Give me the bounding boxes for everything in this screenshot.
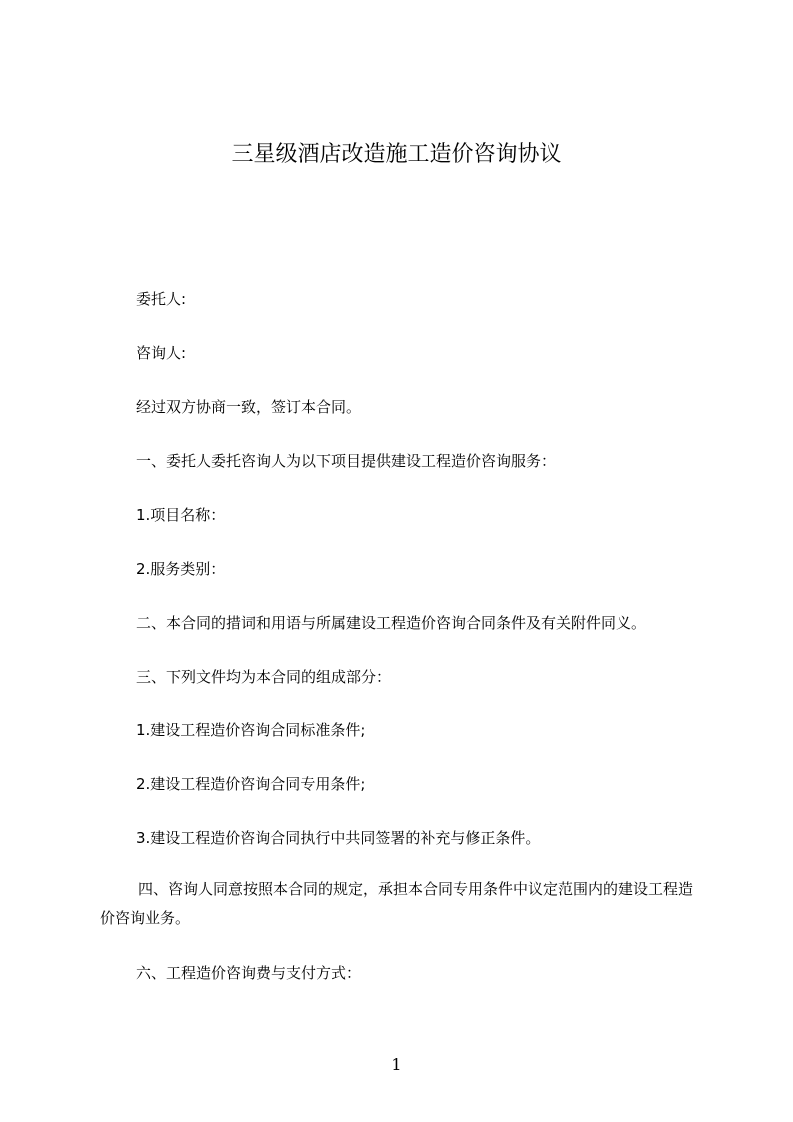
clause-6-heading: 六、工程造价咨询费与支付方式： (136, 964, 362, 982)
clause-2-text: 二、本合同的措词和用语与所属建设工程造价咨询合同条件及有关附件同义。 (136, 614, 647, 632)
client-label: 委托人: (136, 290, 187, 308)
clause-3-heading: 三、下列文件均为本合同的组成部分： (136, 668, 392, 686)
consultant-label: 咨询人: (136, 344, 187, 362)
clause-1-item-service-type: 2.服务类别： (136, 560, 226, 578)
page-number: 1 (391, 1055, 402, 1074)
clause-3-item-standard-conditions: 1.建设工程造价咨询合同标准条件; (136, 721, 366, 739)
intro-text: 经过双方协商一致，签订本合同。 (136, 398, 362, 416)
clause-3-item-supplementary-conditions: 3.建设工程造价咨询合同执行中共同签署的补充与修正条件。 (136, 829, 541, 847)
clause-4-text: 四、咨询人同意按照本合同的规定，承担本合同专用条件中议定范围内的建设工程造价咨询业务。 (100, 880, 694, 927)
clause-1-item-project-name: 1.项目名称： (136, 506, 226, 524)
clause-3-item-special-conditions: 2.建设工程造价咨询合同专用条件; (136, 775, 366, 793)
clause-1-heading: 一、委托人委托咨询人为以下项目提供建设工程造价咨询服务： (136, 452, 557, 470)
document-title: 三星级酒店改造施工造价咨询协议 (231, 142, 562, 167)
